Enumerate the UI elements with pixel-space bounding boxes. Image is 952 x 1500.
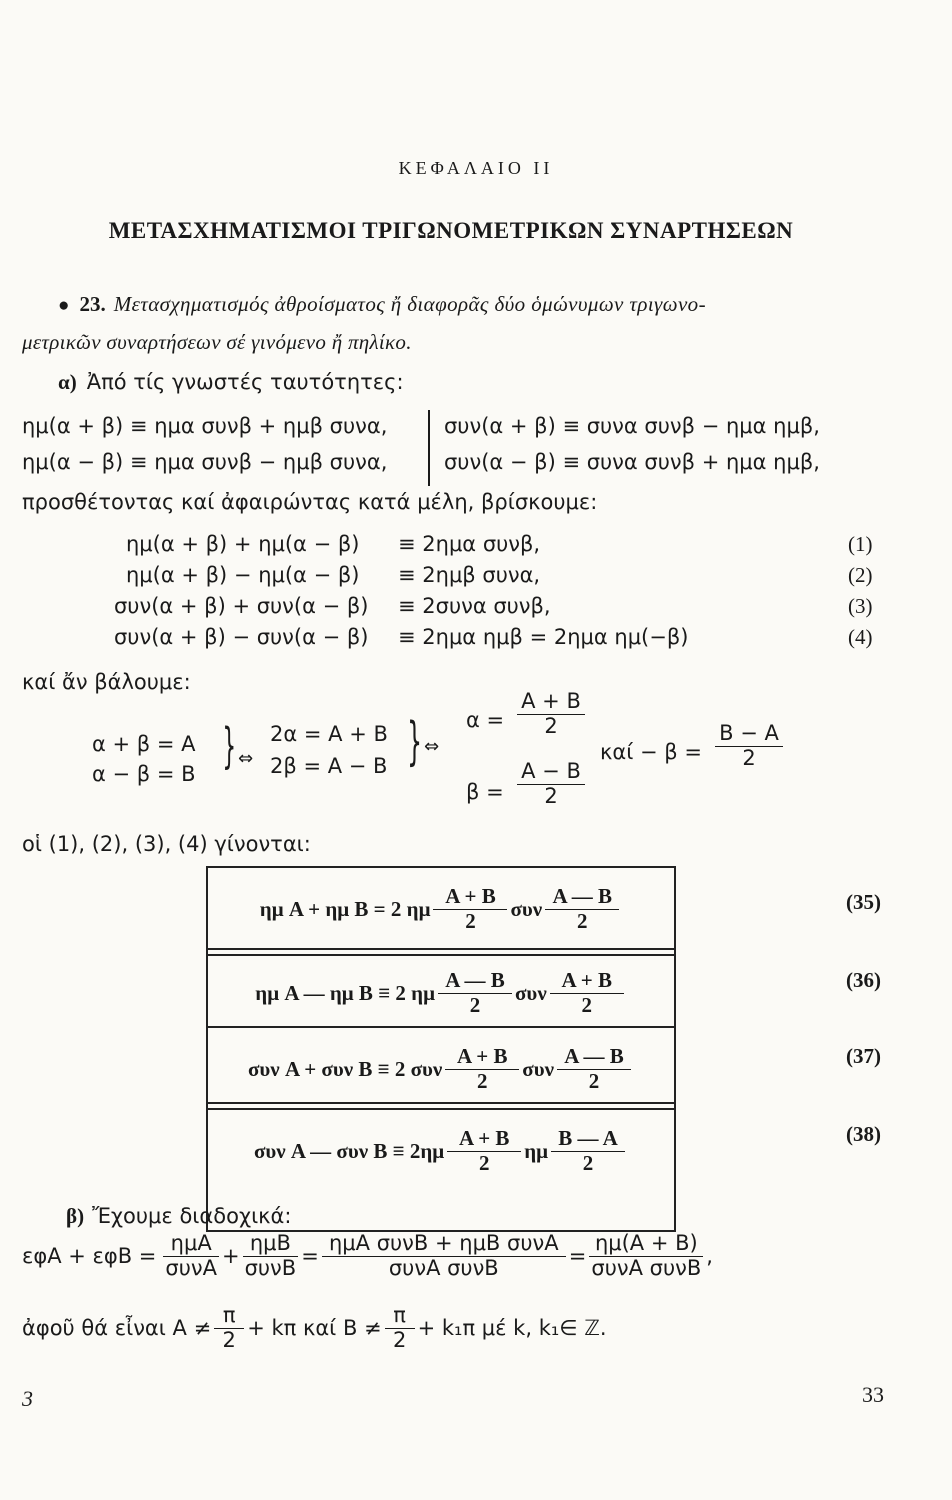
sub-t1: 2α = A + B <box>270 722 388 746</box>
eq3-lhs: συν(α + β) + συν(α − β) <box>114 594 369 618</box>
chapter-heading: ΚΕΦΑΛΑΙΟ ΙΙ <box>398 158 554 178</box>
part-b-intro <box>66 1204 291 1229</box>
eq1-lhs: ημ(α + β) + ημ(α − β) <box>126 532 360 556</box>
sub-s1: α + β = A <box>92 732 196 756</box>
tan-f3-num: ημA συνB + ημB συνA <box>329 1231 559 1255</box>
boxed-36-f2-num: A + B <box>561 967 612 992</box>
boxed-37-tag: (37) <box>846 1044 881 1068</box>
tan-f1-num: ημA <box>170 1231 212 1255</box>
boxed-36-f1-den: 2 <box>438 993 512 1018</box>
cond-pre: ἀφοῦ θά εἶναι A ≠ <box>22 1316 212 1341</box>
tan-f4-den: συνA συνB <box>591 1255 702 1280</box>
boxed-37-f1-den: 2 <box>445 1069 519 1094</box>
eq4-tag: (4) <box>848 625 873 649</box>
boxed-36-mid: συν <box>515 980 547 1005</box>
boxed-38-f1-den: 2 <box>447 1151 521 1176</box>
cond-mid: + kπ καί B ≠ <box>247 1316 382 1341</box>
part-a-label: α) <box>58 370 77 394</box>
identity-divider <box>428 410 430 486</box>
boxed-38-mid: ημ <box>524 1138 549 1163</box>
boxed-formula-37 <box>208 1032 674 1106</box>
tan-eq1: = <box>301 1244 319 1269</box>
cond-pi-2: π <box>393 1303 406 1327</box>
tan-f4-num: ημ(A + B) <box>594 1231 698 1255</box>
beta-frac <box>514 760 588 808</box>
tan-f2-num: ημB <box>249 1231 291 1255</box>
eq3-tag: (3) <box>848 594 873 618</box>
neg-beta-frac <box>712 722 786 770</box>
section-title-line1: Μετασχηματισμός ἀθροίσματος ἤ διαφορᾶς δύο ὁμώνυμων τριγωνο- <box>113 292 706 316</box>
part-a-intro-text: Ἀπό τίς γνωστές ταυτότητες: <box>86 370 404 394</box>
alpha-frac <box>514 690 588 738</box>
alpha-frac-den: 2 <box>517 714 585 739</box>
tan-eq2: = <box>568 1244 587 1269</box>
boxed-35-f1-num: A + B <box>445 883 496 908</box>
boxed-38-tag: (38) <box>846 1122 881 1146</box>
boxed-35-f2-den: 2 <box>545 909 619 934</box>
eq3-rhs: ≡ 2συνα συνβ, <box>398 594 551 618</box>
boxed-36-tag: (36) <box>846 968 881 992</box>
section-title-line2: μετρικῶν συναρτήσεων σέ γινόμενο ἤ πηλίκο. <box>22 330 412 354</box>
beta-frac-den: 2 <box>517 784 585 809</box>
tan-comma: , <box>706 1244 713 1269</box>
boxed-35-lhs: ημ A + ημ B = 2 ημ <box>259 896 431 921</box>
section-heading <box>58 292 706 317</box>
boxed-37-mid: συν <box>522 1056 555 1081</box>
part-b-intro-text: Ἔχουμε διαδοχικά: <box>92 1204 292 1228</box>
boxed-38-f1-num: A + B <box>458 1125 510 1150</box>
box-divider <box>208 1026 674 1028</box>
right-brace-1: } <box>222 718 237 774</box>
alpha-eq: α = <box>466 708 505 732</box>
neg-beta-frac-den: 2 <box>715 746 783 771</box>
eq2-tag: (2) <box>848 563 873 587</box>
part-b-label: β) <box>66 1204 85 1228</box>
box-divider <box>208 948 674 950</box>
signature-mark: 3 <box>22 1386 33 1411</box>
eq4-rhs: ≡ 2ημα ημβ = 2ημα ημ(−β) <box>398 625 689 649</box>
boxed-35-tag: (35) <box>846 890 881 914</box>
neg-beta-frac-num: B − A <box>719 721 779 745</box>
eq2-lhs: ημ(α + β) − ημ(α − β) <box>126 563 360 587</box>
become-text: οἱ (1), (2), (3), (4) γίνονται: <box>22 832 311 856</box>
boxed-35-mid: συν <box>510 896 543 921</box>
beta-eq: β = <box>466 780 504 804</box>
tan-lhs: εφA + εφB = <box>22 1244 157 1269</box>
eq2-rhs: ≡ 2ημβ συνα, <box>398 563 541 587</box>
boxed-formula-36 <box>208 956 674 1030</box>
tangent-condition <box>22 1304 607 1352</box>
boxed-37-f2-num: A — B <box>564 1043 624 1068</box>
cond-two-2: 2 <box>385 1328 415 1353</box>
boxed-38-lhs: συν A — συν B ≡ 2ημ <box>253 1138 445 1163</box>
identity-right-2: συν(α − β) ≡ συνα συνβ + ημα ημβ, <box>444 450 820 474</box>
eq1-rhs: ≡ 2ημα συνβ, <box>398 532 541 556</box>
identity-right-1: συν(α + β) ≡ συνα συνβ − ημα ημβ, <box>444 414 820 438</box>
tan-f2-den: συνB <box>244 1255 297 1280</box>
part-a-intro <box>58 370 404 395</box>
box-divider <box>208 1108 674 1110</box>
cond-two-1: 2 <box>214 1328 244 1353</box>
sub-t2: 2β = A − B <box>270 754 388 778</box>
arrow-1: ⇔ <box>238 748 254 769</box>
identity-left-2: ημ(α − β) ≡ ημα συνβ − ημβ συνα, <box>22 450 388 474</box>
boxed-37-f1-num: A + B <box>457 1043 508 1068</box>
section-number: 23. <box>79 292 106 316</box>
page-number: 33 <box>862 1382 884 1407</box>
bullet-icon: ● <box>58 295 70 316</box>
boxed-37-lhs: συν A + συν B ≡ 2 συν <box>247 1056 443 1081</box>
right-brace-2: } <box>407 712 422 772</box>
alpha-frac-num: A + B <box>521 689 581 713</box>
boxed-35-f2-num: A — B <box>552 883 612 908</box>
chapter-title: ΜΕΤΑΣΧΗΜΑΤΙΣΜΟΙ ΤΡΙΓΩΝΟΜΕΤΡΙΚΩΝ ΣΥΝΑΡΤΗΣΕΩΝ <box>108 218 794 243</box>
if-we-set: καί ἄν βάλουμε: <box>22 670 191 694</box>
boxed-36-f1-num: A — B <box>445 967 505 992</box>
boxed-37-f2-den: 2 <box>557 1069 631 1094</box>
tan-f3-den: συνA συνB <box>322 1256 566 1281</box>
cond-pi-1: π <box>222 1303 236 1327</box>
beta-frac-num: A − B <box>521 759 581 783</box>
eq1-tag: (1) <box>848 532 873 556</box>
sub-s2: α − β = B <box>92 762 196 786</box>
box-divider <box>208 1102 674 1104</box>
boxed-formula-38 <box>208 1114 674 1188</box>
boxed-formula-35 <box>208 872 674 946</box>
tan-plus: + <box>221 1244 240 1269</box>
cond-post: + k₁π μέ k, k₁∈ ℤ. <box>417 1316 607 1341</box>
eq4-lhs: συν(α + β) − συν(α − β) <box>114 625 369 649</box>
arrow-2: ⇔ <box>424 736 440 757</box>
formula-box <box>206 866 676 1232</box>
identity-left-1: ημ(α + β) ≡ ημα συνβ + ημβ συνα, <box>22 414 388 438</box>
boxed-35-f1-den: 2 <box>433 909 507 934</box>
tan-f1-den: συνA <box>165 1255 217 1280</box>
boxed-36-lhs: ημ A — ημ B ≡ 2 ημ <box>255 980 435 1005</box>
boxed-36-f2-den: 2 <box>550 993 624 1018</box>
tangent-sum-formula <box>22 1232 713 1280</box>
and-neg-beta: καί − β = <box>600 740 702 764</box>
boxed-38-f2-den: 2 <box>551 1151 625 1176</box>
boxed-38-f2-num: B — A <box>558 1125 618 1150</box>
adding-text: προσθέτοντας καί ἀφαιρώντας κατά μέλη, βρίσκουμε: <box>22 490 598 514</box>
